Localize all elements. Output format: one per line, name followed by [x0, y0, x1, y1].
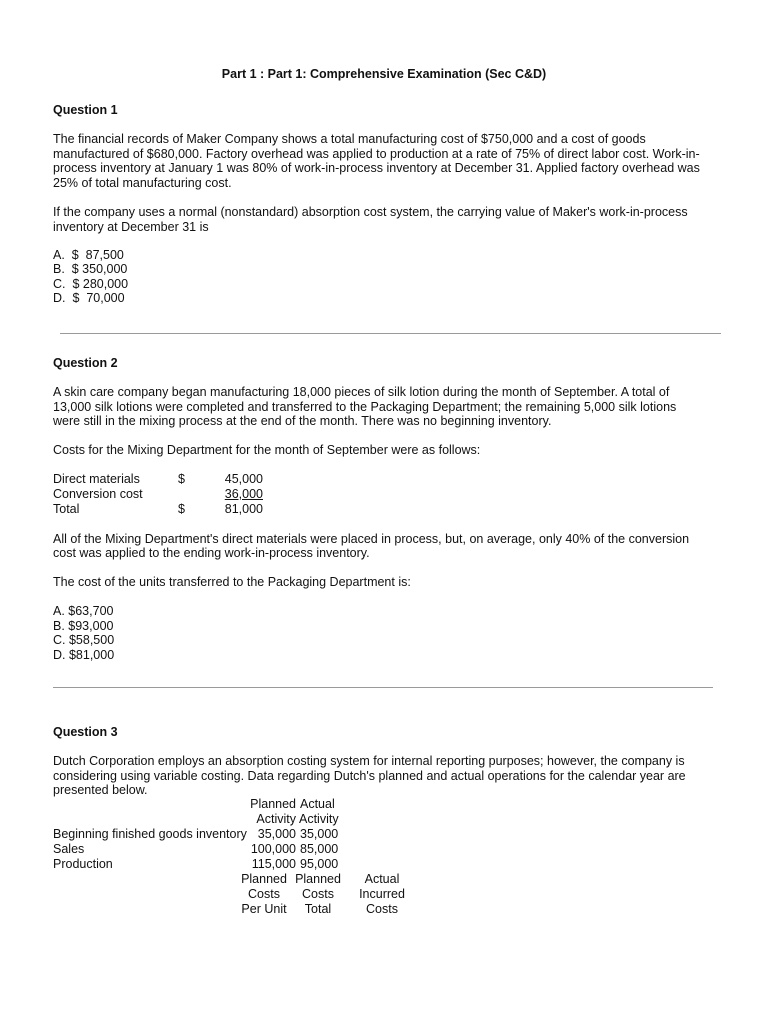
page-title: Part 1 : Part 1: Comprehensive Examination (Sec C&D) [221, 67, 547, 81]
table1-header-planned-activity: Activity [256, 812, 296, 826]
table1-row-production-label: Production [53, 857, 113, 871]
table2-col1-line1: Planned [241, 872, 287, 886]
q1-paragraph-line-2: manufactured of $680,000. Factory overhead was applied to production at a rate of 75% of direct labor cost. Work-in- [53, 147, 700, 161]
q1-paragraph-line-1: The financial records of Maker Company shows a total manufacturing cost of $750,000 and a cost of goods [53, 132, 646, 146]
q1-question-line-2: inventory at December 31 is [53, 220, 209, 234]
table2-col3-line1: Actual [364, 872, 400, 886]
q3-paragraph-line-1: Dutch Corporation employs an absorption costing system for internal reporting purposes; however, the company is [53, 754, 685, 768]
q2-option-c: C. $58,500 [53, 633, 115, 647]
q1-option-d: D. $ 70,000 [53, 291, 125, 305]
table1-row-production-actual: 95,000 [300, 857, 339, 871]
q3-paragraph-line-2: considering using variable costing. Data regarding Dutch's planned and actual operations for the calendar year are [53, 769, 686, 783]
question-2-heading: Question 2 [53, 356, 118, 370]
question-1-heading: Question 1 [53, 103, 118, 117]
table1-header-actual: Actual [300, 797, 335, 811]
table2-col1-line3: Per Unit [241, 902, 287, 916]
table2-col2-line1: Planned [295, 872, 341, 886]
q1-paragraph-line-4: 25% of total manufacturing cost. [53, 176, 232, 190]
q2-option-a: A. $63,700 [53, 604, 114, 618]
q2-option-d: D. $81,000 [53, 648, 115, 662]
costs-row-total-sign: $ [178, 502, 185, 516]
q2-paragraph-line-1: A skin care company began manufacturing 18,000 pieces of silk lotion during the month of September. A total of [53, 385, 670, 399]
table2-col2-line2: Costs [302, 887, 334, 901]
q1-option-a: A. $ 87,500 [53, 248, 124, 262]
q2-paragraph2-line-2: cost was applied to the ending work-in-process inventory. [53, 546, 370, 560]
table1-header-actual-activity: Activity [299, 812, 339, 826]
table2-col2-line3: Total [304, 902, 332, 916]
costs-row-direct-materials-value: 45,000 [224, 472, 263, 486]
q1-paragraph-line-3: process inventory at January 1 was 80% of work-in-process inventory at December 31. Applied factory overhead was [53, 161, 700, 175]
q2-option-b: B. $93,000 [53, 619, 114, 633]
divider-q2-q3 [53, 687, 713, 688]
table1-row-production-planned: 115,000 [251, 857, 296, 871]
q1-option-c: C. $ 280,000 [53, 277, 129, 291]
q2-question: The cost of the units transferred to the Packaging Department is: [53, 575, 411, 589]
q2-paragraph-line-3: were still in the mixing process at the end of the month. There was no beginning inventory. [53, 414, 552, 428]
table1-row-sales-label: Sales [53, 842, 85, 856]
costs-row-total-label: Total [53, 502, 80, 516]
table2-col1-line2: Costs [248, 887, 280, 901]
table2-col3-line2: Incurred [359, 887, 405, 901]
costs-row-conversion-label: Conversion cost [53, 487, 143, 501]
table1-row-sales-planned: 100,000 [250, 842, 296, 856]
q1-question-line-1: If the company uses a normal (nonstandard) absorption cost system, the carrying value of Maker's work-in-process [53, 205, 688, 219]
table2-col3-line3: Costs [366, 902, 398, 916]
costs-row-direct-materials-label: Direct materials [53, 472, 140, 486]
costs-row-conversion-value: 36,000 [224, 487, 263, 501]
q3-paragraph-line-3: presented below. [53, 783, 148, 797]
q2-costs-intro: Costs for the Mixing Department for the month of September were as follows: [53, 443, 481, 457]
table1-row-beginning-inventory-planned: 35,000 [257, 827, 296, 841]
question-3-heading: Question 3 [53, 725, 118, 739]
table1-row-sales-actual: 85,000 [300, 842, 339, 856]
costs-row-direct-materials-sign: $ [178, 472, 185, 486]
table1-row-beginning-inventory-actual: 35,000 [300, 827, 339, 841]
table1-row-beginning-inventory-label: Beginning finished goods inventory [53, 827, 247, 841]
q2-paragraph-line-2: 13,000 silk lotions were completed and transferred to the Packaging Department; the remaining 5,000 silk lotions [53, 400, 677, 414]
table1-header-planned: Planned [250, 797, 296, 811]
costs-row-total-value: 81,000 [224, 502, 263, 516]
q2-paragraph2-line-1: All of the Mixing Department's direct materials were placed in process, but, on average, only 40% of the conversion [53, 532, 690, 546]
divider-q1-q2 [60, 333, 721, 334]
q1-option-b: B. $ 350,000 [53, 262, 128, 276]
